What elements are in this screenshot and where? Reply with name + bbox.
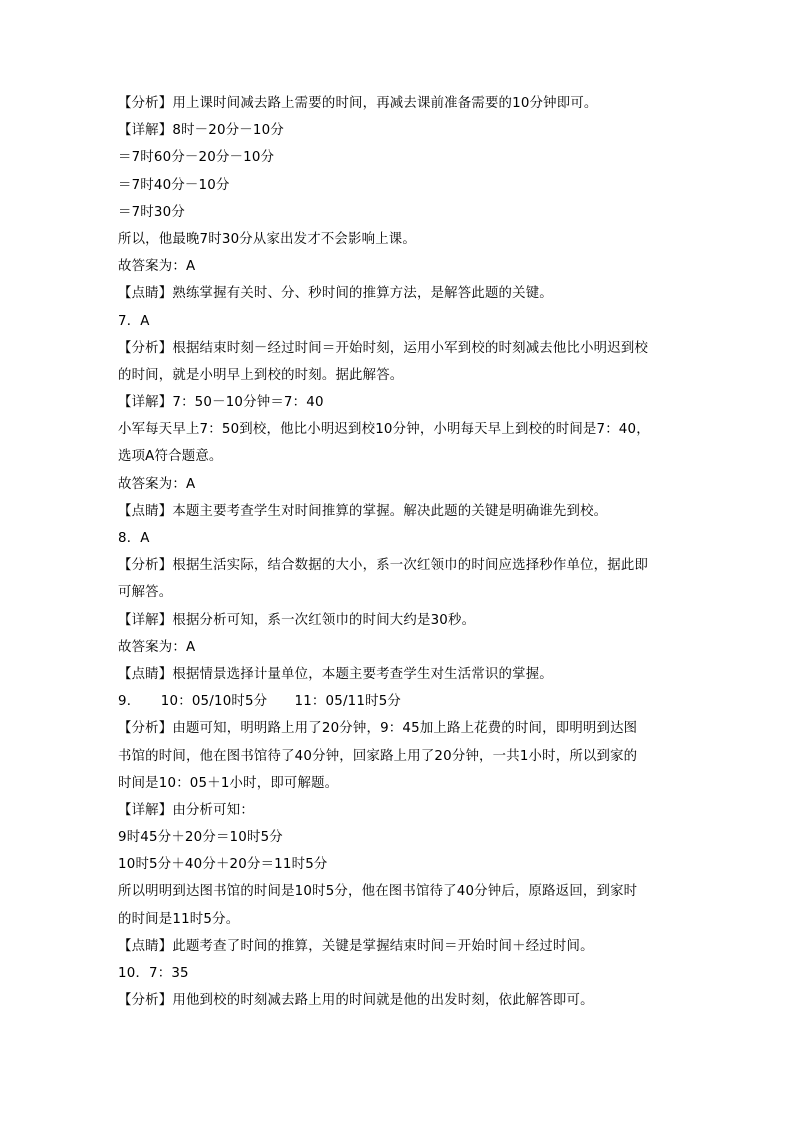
text-line: 10时5分＋40分＋20分＝11时5分 <box>118 857 328 873</box>
text-line: 的时间，就是小明早上到校的时刻。据此解答。 <box>118 367 404 383</box>
text-line: 选项A符合题意。 <box>118 449 223 465</box>
text-line: ＝7时60分－20分－10分 <box>118 150 275 166</box>
text-line: 所以明明到达图书馆的时间是10时5分，他在图书馆待了40分钟后，原路返回，到家时 <box>118 884 638 900</box>
text-line: 【点睛】本题主要考查学生对时间推算的掌握。解决此题的关键是明确谁先到校。 <box>118 503 608 519</box>
question-number: 7．A <box>118 313 150 329</box>
text-line: 9时45分＋20分＝10时5分 <box>118 830 283 846</box>
question-number: 9． 10：05/10时5分 11：05/11时5分 <box>118 694 402 710</box>
text-line: 可解答。 <box>118 585 173 601</box>
question-number: 10．7：35 <box>118 966 189 981</box>
text-line: ＝7时30分 <box>118 204 185 220</box>
text-line: 【点睛】熟练掌握有关时、分、秒时间的推算方法，是解答此题的关键。 <box>118 286 553 302</box>
text-line: 【详解】由分析可知： <box>118 802 254 818</box>
text-line: ＝7时40分－10分 <box>118 177 230 193</box>
question-number: 8．A <box>118 531 150 546</box>
text-line: 时间是10：05＋1小时，即可解题。 <box>118 775 339 791</box>
text-line: 的时间是11时5分。 <box>118 911 240 927</box>
text-line: 【详解】7：50－10分钟＝7：40 <box>118 395 324 411</box>
text-line: 【分析】根据生活实际，结合数据的大小，系一次红领巾的时间应选择秒作单位，据此即 <box>118 558 649 574</box>
text-line: 书馆的时间，他在图书馆待了40分钟，回家路上用了20分钟，一共1小时，所以到家的 <box>118 748 638 764</box>
text-line: 故答案为：A <box>118 259 196 275</box>
text-line: 【详解】根据分析可知，系一次红领巾的时间大约是30秒。 <box>118 612 476 628</box>
text-line: 小军每天早上7：50到校，他比小明迟到校10分钟，小明每天早上到校的时间是7：40， <box>118 422 650 438</box>
text-line: 【详解】8时－20分－10分 <box>118 123 284 139</box>
text-line: 故答案为：A <box>118 639 196 655</box>
text-line: 【点睛】此题考查了时间的推算，关键是掌握结束时间＝开始时间＋经过时间。 <box>118 938 594 954</box>
text-line: 【分析】由题可知，明明路上用了20分钟，9：45加上路上花费的时间，即明明到达图 <box>118 721 638 737</box>
text-line: 【点睛】根据情景选择计量单位，本题主要考查学生对生活常识的掌握。 <box>118 666 553 682</box>
text-line: 所以，他最晚7时30分从家出发才不会影响上课。 <box>118 231 416 247</box>
text-line: 【分析】根据结束时刻－经过时间＝开始时刻，运用小军到校的时刻减去他比小明迟到校 <box>118 340 649 356</box>
text-line: 【分析】用他到校的时刻减去路上用的时间就是他的出发时刻，依此解答即可。 <box>118 993 594 1009</box>
text-line: 【分析】用上课时间减去路上需要的时间，再减去课前准备需要的10分钟即可。 <box>118 96 598 111</box>
text-line: 故答案为：A <box>118 476 196 492</box>
